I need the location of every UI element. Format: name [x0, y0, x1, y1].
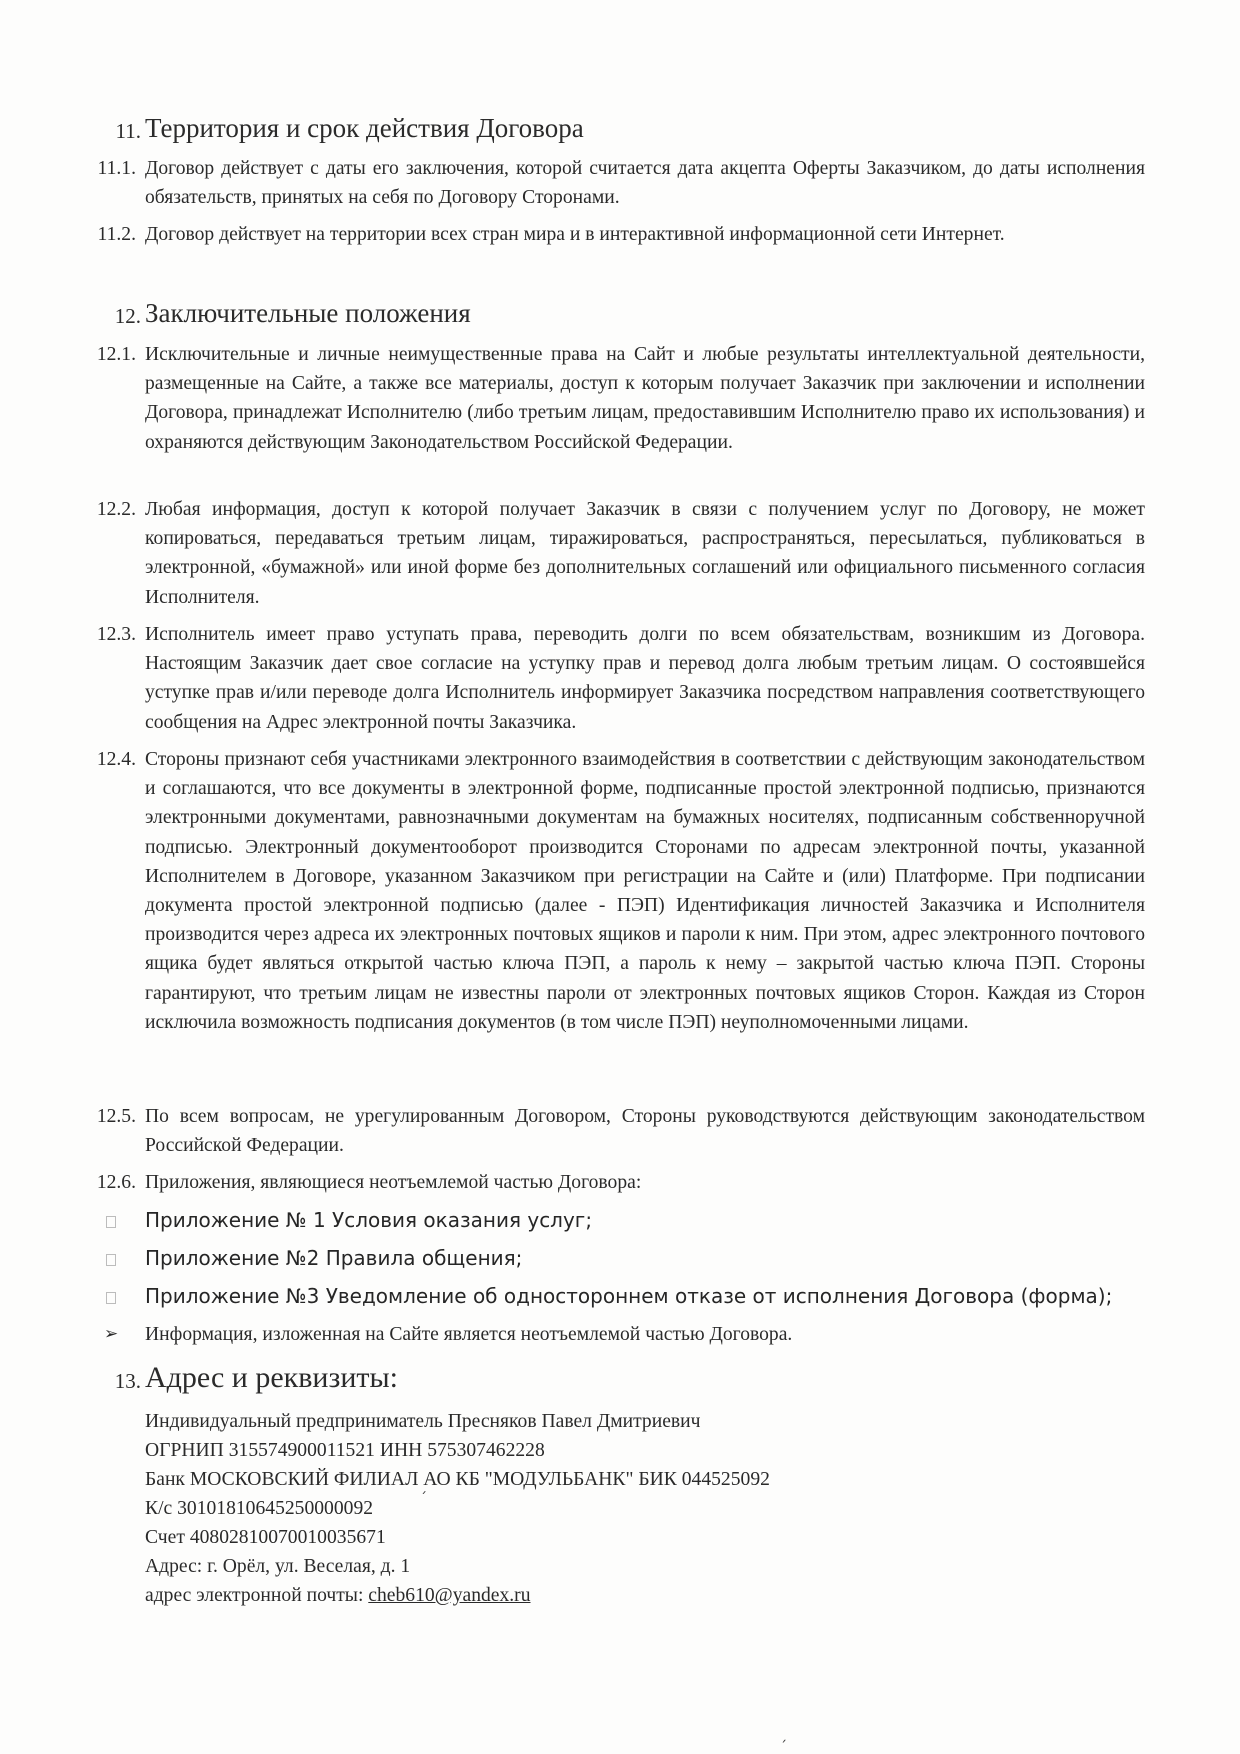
checkbox-icon	[106, 1254, 116, 1266]
clause-number: 12.4.	[96, 749, 136, 770]
clause-number: 11.2.	[97, 224, 136, 245]
arrow-bullet-icon: ➢	[104, 1324, 119, 1344]
clause-number: 12.3.	[96, 624, 136, 645]
attachment-label: Приложение №2 Правила общения;	[145, 1246, 523, 1270]
clause-text: Договор действует с даты его заключения, которой считается дата акцепта Оферты Заказчиком, до даты исполнения обязательств, принятых на себя по Договору Сторонами.	[145, 158, 1145, 209]
requisite-address: Адрес: г. Орёл, ул. Веселая, д. 1	[145, 1556, 411, 1577]
scan-mark: ˏ	[780, 1727, 787, 1743]
attachment-label: Приложение №3 Уведомление об одностороннем отказе от исполнения Договора (форма);	[145, 1284, 1113, 1308]
requisite-corr-account: К/с 30101810645250000092	[145, 1498, 374, 1519]
checkbox-icon	[106, 1292, 116, 1304]
email-link[interactable]: cheb610@yandex.ru	[368, 1585, 531, 1606]
requisite-account: Счет 40802810070010035671	[145, 1527, 386, 1548]
clause-number: 12.1.	[96, 344, 136, 365]
clause-number: 12.5.	[96, 1106, 136, 1127]
section-number: 11.	[115, 119, 141, 143]
requisite-entrepreneur: Индивидуальный предприниматель Пресняков Павел Дмитриевич	[145, 1411, 701, 1432]
section-title: Заключительные положения	[145, 298, 471, 328]
clause-text: Договор действует на территории всех стран мира и в интерактивной информационной сети Интернет.	[145, 224, 1005, 245]
section-number: 12.	[114, 304, 141, 328]
clause-text: Исключительные и личные неимущественные права на Сайт и любые результаты интеллектуальной деятельности, размещенные на Сайте, а также все материалы, доступ к которым получает Заказчик при заключении и исполнении Договора, принадлежат Исполнителю (либо третьим лицам, предоставившим Исполнителю право их использования) и охраняются действующим Законодательством Российской Федерации.	[145, 344, 1145, 453]
attachment-label: Приложение № 1 Условия оказания услуг;	[145, 1208, 593, 1232]
requisite-email-line	[145, 1581, 531, 1610]
requisite-bank: Банк МОСКОВСКИЙ ФИЛИАЛ АО КБ "МОДУЛЬБАНК" БИК 044525092	[145, 1469, 770, 1490]
clause-number: 12.6.	[96, 1172, 136, 1193]
clause-text: Любая информация, доступ к которой получает Заказчик в связи с получением услуг по Договору, не может копироваться, передаваться третьим лицам, тиражироваться, распространяться, пересылаться, публиковаться в электронной, «бумажной» или иной форме без дополнительных соглашений или официального письменного согласия Исполнителя.	[145, 499, 1145, 608]
checkbox-icon	[106, 1216, 116, 1228]
section-title: Адрес и реквизиты:	[145, 1361, 398, 1394]
clause-text: По всем вопросам, не урегулированным Договором, Стороны руководствуются действующим законодательством Российской Федерации.	[145, 1106, 1145, 1157]
clause-number: 12.2.	[96, 499, 136, 520]
section-number: 13.	[114, 1369, 141, 1393]
info-note-text: Информация, изложенная на Сайте является неотъемлемой частью Договора.	[145, 1324, 793, 1345]
requisite-ogrnip: ОГРНИП 315574900011521 ИНН 575307462228	[145, 1440, 545, 1461]
scan-mark: ˊ	[420, 1491, 427, 1507]
clause-text: Стороны признают себя участниками электронного взаимодействия в соответствии с действующим законодательством и соглашаются, что все документы в электронной форме, подписанные простой электронной подписью, признаются электронными документами, равнозначными документам на бумажных носителях, подписанным собственноручной подписью. Электронный документооборот производится Сторонами по адресам электронной почты, указанной Исполнителем в Договоре, указанном Заказчиком при регистрации на Сайте и (или) Платформе. При подписании документа простой электронной подписью (далее - ПЭП) Идентификация личностей Заказчика и Исполнителя производится через адреса их электронных почтовых ящиков и пароли к ним. При этом, адрес электронного почтового ящика будет являться открытой частью ключа ПЭП, а пароль к нему – закрытой частью ключа ПЭП. Стороны гарантируют, что третьим лицам не известны пароли от электронных почтовых ящиков Сторон. Каждая из Сторон исключила возможность подписания документов (в том числе ПЭП) неуполномоченными лицами.	[145, 749, 1145, 1033]
clause-text: Приложения, являющиеся неотъемлемой частью Договора:	[145, 1172, 642, 1193]
email-label: адрес электронной почты:	[145, 1585, 369, 1606]
clause-text: Исполнитель имеет право уступать права, переводить долги по всем обязательствам, возникшим из Договора. Настоящим Заказчик дает свое согласие на уступку прав и перевод долга любым третьим лицам. О состоявшейся уступке прав и/или переводе долга Исполнитель информирует Заказчика посредством направления соответствующего сообщения на Адрес электронной почты Заказчика.	[145, 624, 1145, 733]
section-title: Территория и срок действия Договора	[145, 113, 584, 143]
clause-number: 11.1.	[97, 158, 136, 179]
